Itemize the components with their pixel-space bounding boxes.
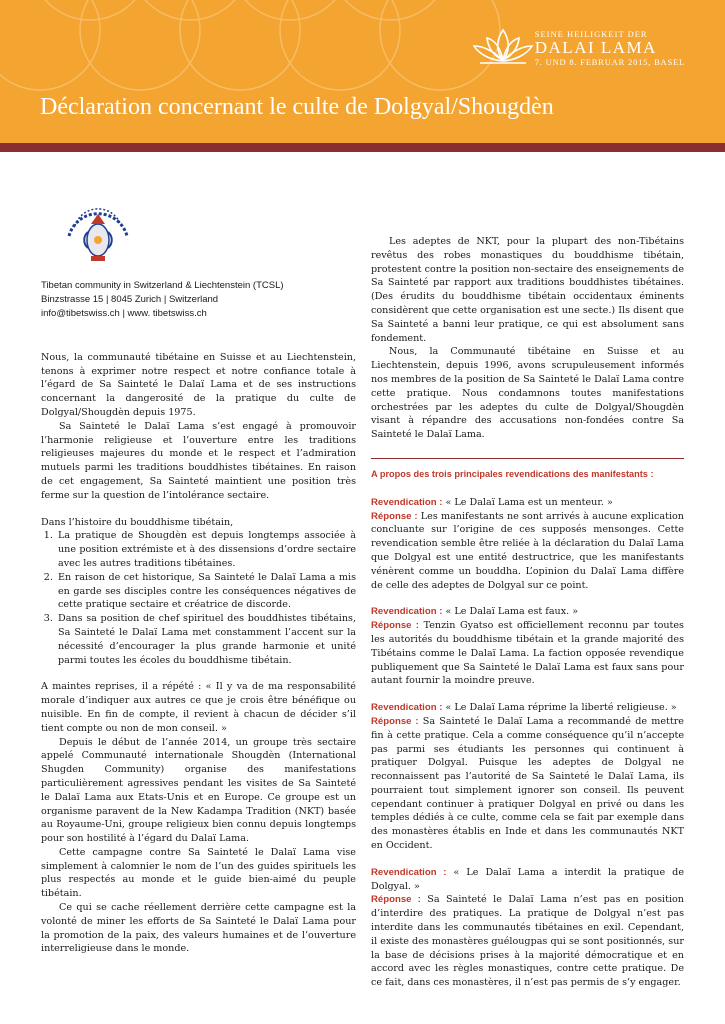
- event-line-2: DALAI LAMA: [534, 38, 657, 57]
- claim-text: « Le Dalaï Lama est faux. »: [442, 606, 579, 618]
- section-heading: A propos des trois principales revendications des manifestants :: [371, 458, 684, 482]
- header-band: [0, 143, 725, 152]
- claim-1: [371, 496, 684, 510]
- page-title: Déclaration concernant le culte de Dolgyal/Shougdèn: [40, 94, 554, 120]
- paragraph: A maintes reprises, il a répété : « Il y va de ma responsabilité morale d’indiquer aux autres ce que je crois être bénéfique ou nuisible. En fin de compte, il revient à chacun de décider s’il tient compte ou non de mon conseil. »: [41, 681, 356, 734]
- paragraph: Ce qui se cache réellement derrière cette campagne est la volonté de miner les efforts de Sa Sainteté le Dalaï Lama pour la promotion de la paix, des valeurs humaines et de l’ouverture interreligieuse dans le monde.: [41, 902, 356, 955]
- org-name: Tibetan community in Switzerland & Liechtenstein (TCSL): [41, 279, 284, 291]
- event-info: [535, 29, 685, 67]
- header-banner: [0, 0, 725, 143]
- response-text: Sa Sainteté le Dalaï Lama a recommandé de mettre fin à cette pratique. Cela a comme conséquence qu’il n’accepte pas parmi ses étudiants les personnes qui continuent à pratiquer Dolgyal. Puisque les adeptes de Dolgyal ne reconnaissent pas l’autorité de Sa Sainteté le Dalaï Lama, ils pourraient tout simplement ignorer son conseil. Ils peuvent cependant continuer à pratiquer Dolgyal en privé ou dans les temples dédiés à ce culte, comme cela se fait par exemple dans des monastères établis en Inde et dans les communautés NKT en Occident.: [371, 715, 684, 852]
- response-3: [371, 715, 684, 853]
- list-item: 1. La pratique de Shougdèn est depuis longtemps associée à une position extrémiste et à des dissensions d’ordre sectaire avec les autres traditions tibétaines.: [56, 529, 356, 570]
- tcsl-seal-logo: [61, 196, 135, 270]
- claim-4: [371, 866, 684, 894]
- claim-text: « Le Dalaï Lama a interdit la pratique de Dolgyal. »: [371, 866, 685, 892]
- org-address: Binzstrasse 15 | 8045 Zurich | Switzerland: [41, 293, 219, 305]
- event-line-3: 7. UND 8. FEBRUAR 2015, BASEL: [534, 57, 685, 67]
- response-label: Réponse :: [371, 715, 419, 727]
- response-label: Réponse :: [371, 620, 419, 632]
- response-1: [371, 510, 684, 593]
- lotus-logo-icon: [470, 26, 536, 66]
- claim-label: Revendication :: [371, 496, 443, 508]
- right-column: [371, 235, 684, 990]
- claim-text: « Le Dalaï Lama est un menteur. »: [442, 496, 613, 508]
- claim-label: Revendication :: [371, 702, 443, 714]
- response-text: Les manifestants ne sont arrivés à aucune explication concluante sur l’origine de ces supposés mensonges. Cette revendication semble être reliée à la déclaration du Dalaï Lama que Dolgyal est une entité destructrice, que les manifestants vénèrent comme un bouddha. L’opinion du Dalaï Lama diffère de celle des adeptes de Dolgyal sur ce point.: [371, 510, 684, 591]
- list-item: 2. En raison de cet historique, Sa Sainteté le Dalaï Lama a mis en garde ses disciples contre les conséquences négatives de cette pratique sectaire et créatrice de discorde.: [56, 571, 356, 612]
- claim-label: Revendication :: [371, 606, 443, 618]
- paragraph: Depuis le début de l’année 2014, un groupe très sectaire appelé Communauté internationale Shougdèn (International Shugden Community) organise des manifestations particulièrement agressives pendant les visites de Sa Sainteté le Dalaï Lama aux Etats-Unis et en Europe. Ce groupe est un organisme paravent de la New Kadampa Tradition (NKT) basée au Royaume-Uni, groupe religieux bien connu depuis longtemps pour son hostilité à l’égard du Dalaï Lama.: [41, 736, 356, 845]
- response-label: Réponse :: [371, 894, 421, 906]
- claim-2: [371, 605, 684, 619]
- org-contact: info@tibetswiss.ch | www. tibetswiss.ch: [41, 307, 207, 319]
- paragraph: Sa Sainteté le Dalaï Lama s’est engagé à promouvoir l’harmonie religieuse et l’ouverture entre les traditions religieuses majeures du monde et le respect et l’admiration mutuels parmi les traditions bouddhistes tibétaines. En raison de cet engagement, Sa Sainteté maintient une position très ferme sur la question de l’intolérance sectaire.: [41, 420, 356, 501]
- event-line-1: SEINE HEILIGKEIT DER: [534, 29, 648, 39]
- decorative-pattern: [0, 0, 725, 143]
- response-4: [371, 893, 684, 990]
- response-text: Tenzin Gyatso est officiellement reconnu par toutes les autorités du bouddhisme tibétain et la grande majorité des Tibétains comme le Dalaï Lama. La faction opposée revendique publiquement que Sa Sainteté le Dalaï Lama est faux sans pour autant fournir la moindre preuve.: [371, 620, 684, 687]
- org-address-block: [41, 279, 356, 321]
- response-label: Réponse :: [371, 510, 418, 522]
- paragraph: Les adeptes de NKT, pour la plupart des non-Tibétains revêtus des robes monastiques du bouddhisme tibétain, protestent contre la position non-sectaire des enseignements de Sa Sainteté par rapport aux traditions bouddhistes tibétaines. (Des érudits du bouddhisme tibétain occidentaux éminents considèrent que cette organisation est une secte.) Ils disent que Sa Sainteté a banni leur pratique, ce qui est absolument sans fondement.: [371, 236, 684, 344]
- response-text: Sa Sainteté le Dalaï Lama n’est pas en position d’interdire des pratiques. La pratique de Dolgyal n’est pas interdite dans les communautés tibétaines en exil. Cependant, il existe des monastères guélougpas qui se sont positionnés, sur la base de décisions prises à la majorité démocratique et en accord avec les règles monastiques, contre cette pratique. De ce fait, dans ces monastères, il n’est pas permis de s’y engager.: [371, 894, 684, 989]
- claim-text: « Le Dalaï Lama réprime la liberté religieuse. »: [442, 702, 677, 714]
- response-2: [371, 619, 684, 688]
- paragraph: Cette campagne contre Sa Sainteté le Dalaï Lama vise simplement à calomnier le nom de l’un des guides spirituels les plus respectés au monde et le guide bien-aimé du peuple tibétain.: [41, 846, 356, 900]
- paragraph: Nous, la Communauté tibétaine en Suisse et au Liechtenstein, depuis 1996, avons scrupuleusement informés nos membres de la position de Sa Sainteté le Dalaï Lama contre cette pratique. Nous condamnons toutes manifestations orchestrées par les adeptes du culte de Dolgyal/Shougdèn visant à répandre des accusations non-fondées contre Sa Sainteté le Dalaï Lama.: [371, 346, 684, 441]
- claim-3: [371, 701, 684, 715]
- history-list: [41, 529, 356, 667]
- paragraph: Nous, la communauté tibétaine en Suisse et au Liechtenstein, tenons à exprimer notre respect et notre confiance totale à l’égard de Sa Sainteté le Dalaï Lama et de ses instructions concernant la dangerosité de la pratique du culte de Dolgyal/Shougdèn depuis 1975.: [41, 351, 356, 418]
- list-item: 3. Dans sa position de chef spirituel des bouddhistes tibétains, Sa Sainteté le Dalaï Lama met constamment l’accent sur la nécessité d’encourager la plus grande harmonie et unité parmi toutes les écoles du bouddhisme tibétain.: [56, 612, 356, 667]
- left-column: [41, 196, 356, 956]
- list-intro: Dans l’histoire du bouddhisme tibétain,: [41, 516, 234, 528]
- claim-label: Revendication :: [371, 866, 447, 878]
